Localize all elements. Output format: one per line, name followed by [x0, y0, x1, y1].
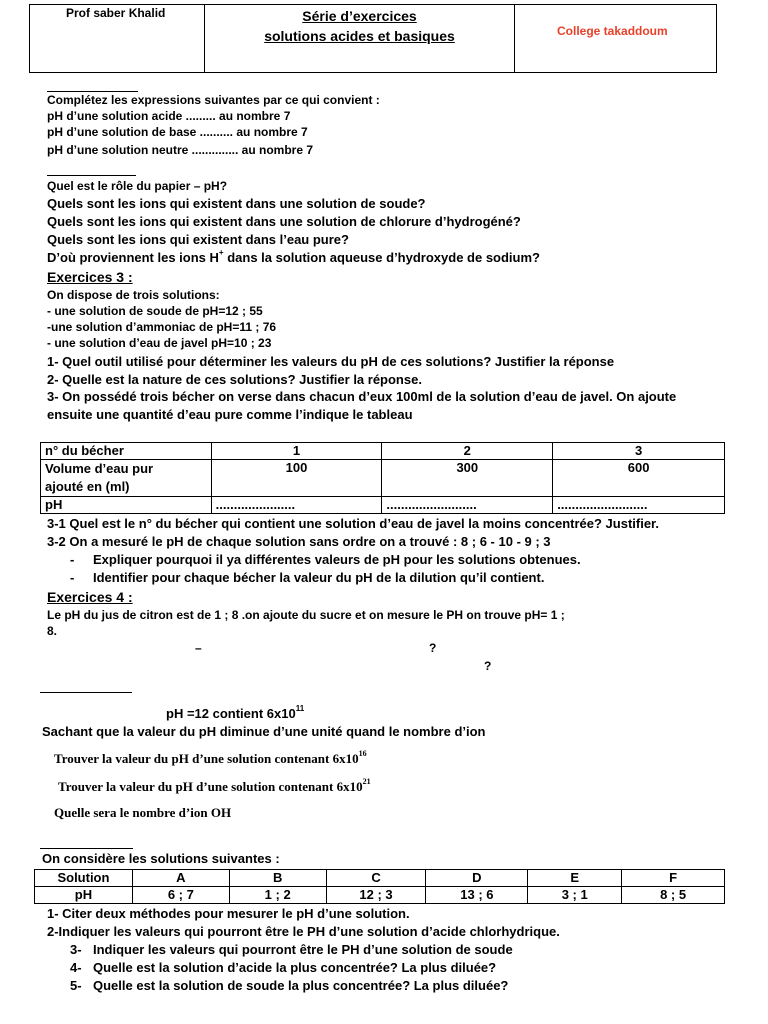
table-row [35, 887, 725, 904]
bullet-dash: - [70, 552, 75, 567]
ex3-bullet-1: Expliquer pourquoi il ya différentes valeurs de pH pour les solutions obtenues. [93, 552, 581, 567]
author-name: Prof saber Khalid [66, 6, 166, 20]
ex4-title: Exercices 4 : [47, 589, 133, 605]
ex5-line2: Sachant que la valeur du pH diminue d’une unité quand le nombre d’ion [42, 724, 486, 739]
table-cell: D [426, 870, 528, 887]
ex3-q3-line2: ensuite une quantité d’eau pure comme l’indique le tableau [47, 407, 413, 422]
table-cell: Solution [35, 870, 133, 887]
ex4-line1: Le pH du jus de citron est de 1 ; 8 .on ajoute du sucre et on mesure le PH on trouve pH= 1 ; [47, 608, 565, 622]
solutions-table [34, 869, 725, 904]
table-cell: 1 ; 2 [229, 887, 326, 904]
ex2-q2: Quels sont les ions qui existent dans une solution de soude? [47, 196, 426, 211]
table-cell: 100 [211, 460, 382, 497]
ex6-q4: Quelle est la solution d’acide la plus concentrée? La plus diluée? [93, 960, 497, 975]
table-cell: pH [41, 497, 212, 514]
table-cell: 8 ; 5 [622, 887, 725, 904]
ex6-q5: Quelle est la solution de soude la plus concentrée? La plus diluée? [93, 978, 509, 993]
ex4-question-mark: ? [429, 641, 437, 655]
table-row [41, 460, 725, 497]
ex3-q32: 3-2 On a mesuré le pH de chaque solution sans ordre on a trouvé : 8 ; 6 - 10 - 9 ; 3 [47, 534, 551, 549]
table-cell: 13 ; 6 [426, 887, 528, 904]
ex3-q1: 1- Quel outil utilisé pour déterminer les valeurs du pH de ces solutions? Justifier la réponse [47, 354, 615, 369]
section-rule-2 [47, 175, 136, 176]
ex3-intro: On dispose de trois solutions: [47, 288, 220, 302]
ex6-q4-number: 4- [70, 960, 82, 975]
ex4-dash: – [195, 641, 202, 655]
row-label-line2: ajouté en (ml) [45, 479, 130, 494]
ex5-line4: Trouver la valeur du pH d’une solution contenant $6x10^{21}$ [58, 777, 371, 794]
becher-table [40, 442, 725, 514]
ex6-q2: 2-Indiquer les valeurs qui pourront être le PH d’une solution d’acide chlorhydrique. [47, 924, 560, 939]
table-cell: C [326, 870, 426, 887]
header-divider-2 [514, 4, 515, 73]
table-cell: ......................... [382, 497, 553, 514]
table-cell: 1 [211, 443, 382, 460]
ex6-q5-number: 5- [70, 978, 82, 993]
table-cell [41, 460, 212, 497]
ex3-q2: 2- Quelle est la nature de ces solutions? Justifier la réponse. [47, 372, 422, 387]
ex1-line: pH d’une solution acide ......... au nombre 7 [47, 109, 291, 123]
table-cell: E [528, 870, 622, 887]
table-cell: F [622, 870, 725, 887]
ex2-q3: Quels sont les ions qui existent dans une solution de chlorure d’hydrogéné? [47, 214, 521, 229]
bullet-dash: - [70, 570, 75, 585]
row-label-line1: Volume d’eau pur [45, 461, 154, 476]
table-cell: B [229, 870, 326, 887]
table-row [41, 497, 725, 514]
table-cell: n° du bécher [41, 443, 212, 460]
ex6-q1: 1- Citer deux méthodes pour mesurer le pH d’une solution. [47, 906, 410, 921]
table-cell: 6 ; 7 [132, 887, 229, 904]
table-cell: 3 ; 1 [528, 887, 622, 904]
section-rule-5 [40, 692, 132, 693]
ex3-solution: - une solution d’eau de javel pH=10 ; 23 [47, 336, 272, 350]
ex3-q3-line1: 3- On possédé trois bécher on verse dans chacun d’eux 100ml de la solution d’eau de javel. On ajoute [47, 389, 677, 404]
ex1-intro: Complétez les expressions suivantes par ce qui convient : [47, 93, 380, 107]
section-rule-6 [40, 848, 133, 849]
ex3-title: Exercices 3 : [47, 269, 133, 285]
ex5-line5: Quelle sera le nombre d’ion OH [54, 805, 232, 820]
ex3-bullet-2: Identifier pour chaque bécher la valeur du pH de la dilution qu’il contient. [93, 570, 545, 585]
table-cell: 3 [553, 443, 725, 460]
section-rule-1 [47, 91, 138, 92]
table-cell: 600 [553, 460, 725, 497]
table-cell: pH [35, 887, 133, 904]
page-title-line1: Série d’exercices [302, 8, 417, 24]
table-cell: 300 [382, 460, 553, 497]
ex3-q31: 3-1 Quel est le n° du bécher qui contient une solution d’eau de javel la moins concentrée? Justifier. [47, 516, 660, 531]
ex6-q3: Indiquer les valeurs qui pourront être le PH d’une solution de soude [93, 942, 513, 957]
ex4-question-mark: ? [484, 659, 492, 673]
table-cell: 2 [382, 443, 553, 460]
table-cell: A [132, 870, 229, 887]
ex4-line2: 8. [47, 624, 58, 638]
school-name: College takaddoum [557, 24, 668, 38]
ex1-line: pH d’une solution neutre .............. au nombre 7 [47, 143, 314, 157]
ex2-q5: D’où proviennent les ions H+ dans la solution aqueuse d’hydroxyde de sodium? [47, 248, 540, 265]
table-row [41, 443, 725, 460]
ex6-q3-number: 3- [70, 942, 82, 957]
ex6-intro: On considère les solutions suivantes : [42, 851, 280, 866]
ex5-line1: pH =12 contient $6x10^{11}$ [166, 704, 305, 721]
ex2-q4: Quels sont les ions qui existent dans l’eau pure? [47, 232, 349, 247]
ex1-line: pH d’une solution de base .......... au nombre 7 [47, 125, 308, 139]
table-cell: ......................... [553, 497, 725, 514]
page-title-line2: solutions acides et basiques [264, 28, 455, 44]
ex3-solution: - une solution de soude de pH=12 ; 55 [47, 304, 263, 318]
ex3-solution: -une solution d’ammoniac de pH=11 ; 76 [47, 320, 277, 334]
table-cell: ...................... [211, 497, 382, 514]
table-cell: 12 ; 3 [326, 887, 426, 904]
ex5-line3: Trouver la valeur du pH d’une solution contenant $6x10^{16}$ [54, 749, 367, 766]
ex2-q1: Quel est le rôle du papier – pH? [47, 179, 228, 193]
table-row [35, 870, 725, 887]
